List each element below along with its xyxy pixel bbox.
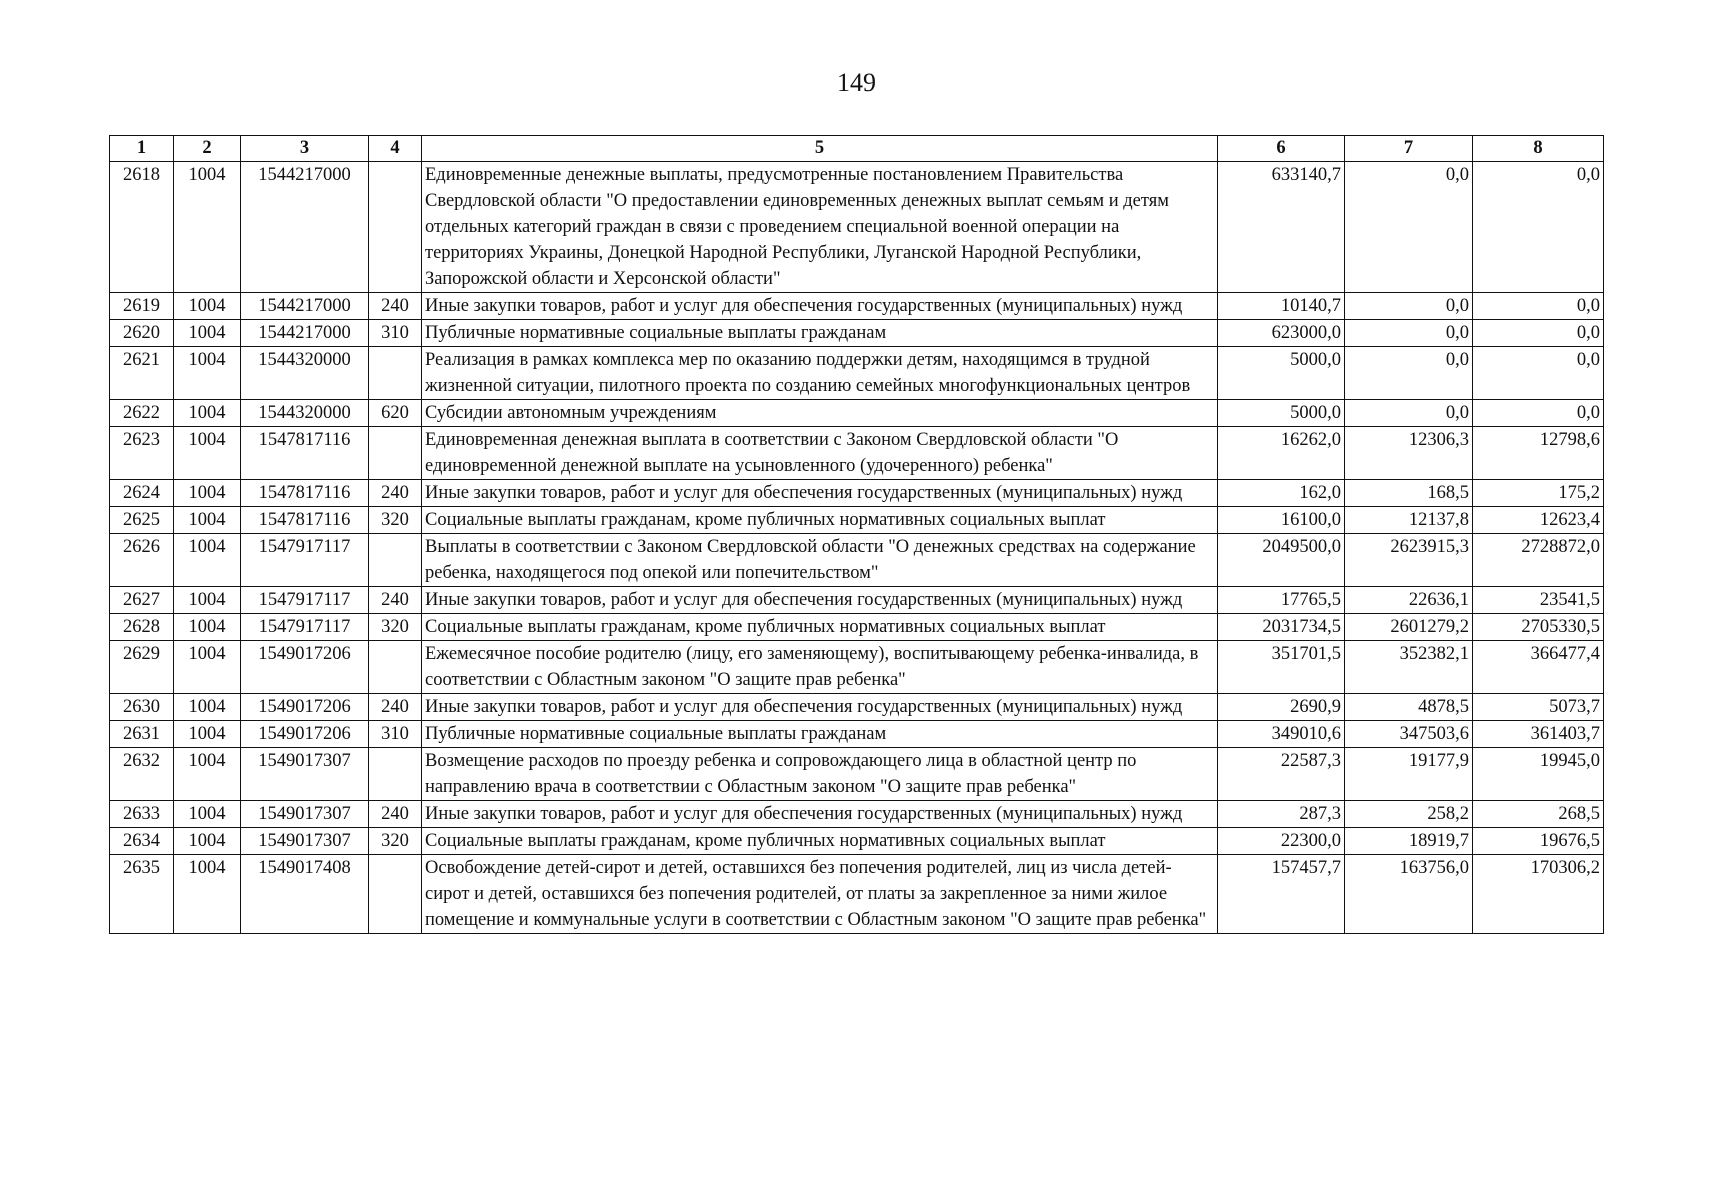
item-description: Социальные выплаты гражданам, кроме публичных нормативных социальных выплат	[422, 614, 1218, 641]
amount-column-6: 5000,0	[1218, 400, 1345, 427]
amount-column-6: 351701,5	[1218, 641, 1345, 694]
amount-column-6: 349010,6	[1218, 721, 1345, 748]
table-row	[110, 162, 1604, 293]
table-row	[110, 400, 1604, 427]
row-number: 2635	[110, 855, 174, 934]
amount-column-8: 0,0	[1473, 162, 1604, 293]
page-number: 149	[837, 68, 876, 97]
target-article-code: 1544217000	[241, 293, 369, 320]
amount-column-8: 5073,7	[1473, 694, 1604, 721]
table-row	[110, 320, 1604, 347]
item-description: Социальные выплаты гражданам, кроме публичных нормативных социальных выплат	[422, 828, 1218, 855]
table-row	[110, 347, 1604, 400]
table-row	[110, 293, 1604, 320]
item-description: Публичные нормативные социальные выплаты гражданам	[422, 320, 1218, 347]
column-header: 8	[1473, 136, 1604, 162]
row-number: 2627	[110, 587, 174, 614]
section-code: 1004	[174, 748, 241, 801]
section-code: 1004	[174, 721, 241, 748]
item-description: Освобождение детей-сирот и детей, оставшихся без попечения родителей, лиц из числа детей-сирот и детей, оставшихся без попечения родителей, от платы за закрепленное за ними жилое помещение и коммунальные услуги в соответствии с Областным законом "О защите прав ребенка"	[422, 855, 1218, 934]
expense-kind-code: 240	[369, 293, 422, 320]
amount-column-7: 4878,5	[1345, 694, 1473, 721]
item-description: Ежемесячное пособие родителю (лицу, его заменяющему), воспитывающему ребенка-инвалида, в соответствии с Областным законом "О защите прав ребенка"	[422, 641, 1218, 694]
table-row	[110, 694, 1604, 721]
amount-column-8: 0,0	[1473, 320, 1604, 347]
item-description: Иные закупки товаров, работ и услуг для обеспечения государственных (муниципальных) нужд	[422, 293, 1218, 320]
amount-column-7: 163756,0	[1345, 855, 1473, 934]
amount-column-7: 0,0	[1345, 162, 1473, 293]
amount-column-8: 2705330,5	[1473, 614, 1604, 641]
amount-column-8: 0,0	[1473, 347, 1604, 400]
header-row	[110, 136, 1604, 162]
amount-column-6: 16100,0	[1218, 507, 1345, 534]
amount-column-8: 361403,7	[1473, 721, 1604, 748]
item-description: Единовременные денежные выплаты, предусмотренные постановлением Правительства Свердловской области "О предоставлении единовременных денежных выплат семьям и детям отдельных категорий граждан в связи с проведением специальной военной операции на территориях Украины, Донецкой Народной Республики, Луганской Народной Республики, Запорожской области и Херсонской области"	[422, 162, 1218, 293]
section-code: 1004	[174, 320, 241, 347]
expense-kind-code: 620	[369, 400, 422, 427]
amount-column-8: 19676,5	[1473, 828, 1604, 855]
item-description: Публичные нормативные социальные выплаты гражданам	[422, 721, 1218, 748]
column-header: 3	[241, 136, 369, 162]
amount-column-7: 22636,1	[1345, 587, 1473, 614]
expense-kind-code: 310	[369, 721, 422, 748]
expense-kind-code	[369, 427, 422, 480]
row-number: 2628	[110, 614, 174, 641]
table-row	[110, 641, 1604, 694]
amount-column-8: 175,2	[1473, 480, 1604, 507]
amount-column-7: 12137,8	[1345, 507, 1473, 534]
amount-column-8: 268,5	[1473, 801, 1604, 828]
budget-table	[109, 135, 1604, 934]
amount-column-7: 258,2	[1345, 801, 1473, 828]
row-number: 2618	[110, 162, 174, 293]
item-description: Иные закупки товаров, работ и услуг для обеспечения государственных (муниципальных) нужд	[422, 801, 1218, 828]
table-row	[110, 855, 1604, 934]
row-number: 2620	[110, 320, 174, 347]
column-header: 1	[110, 136, 174, 162]
row-number: 2626	[110, 534, 174, 587]
amount-column-8: 366477,4	[1473, 641, 1604, 694]
amount-column-6: 17765,5	[1218, 587, 1345, 614]
expense-kind-code: 320	[369, 828, 422, 855]
column-header: 4	[369, 136, 422, 162]
amount-column-7: 168,5	[1345, 480, 1473, 507]
table-row	[110, 828, 1604, 855]
amount-column-6: 2049500,0	[1218, 534, 1345, 587]
target-article-code: 1549017206	[241, 721, 369, 748]
section-code: 1004	[174, 587, 241, 614]
amount-column-6: 22300,0	[1218, 828, 1345, 855]
expense-kind-code: 310	[369, 320, 422, 347]
amount-column-8: 2728872,0	[1473, 534, 1604, 587]
target-article-code: 1544217000	[241, 162, 369, 293]
section-code: 1004	[174, 534, 241, 587]
amount-column-7: 18919,7	[1345, 828, 1473, 855]
amount-column-8: 0,0	[1473, 400, 1604, 427]
row-number: 2632	[110, 748, 174, 801]
amount-column-7: 12306,3	[1345, 427, 1473, 480]
item-description: Выплаты в соответствии с Законом Свердловской области "О денежных средствах на содержание ребенка, находящегося под опекой или попечительством"	[422, 534, 1218, 587]
amount-column-8: 19945,0	[1473, 748, 1604, 801]
amount-column-8: 23541,5	[1473, 587, 1604, 614]
target-article-code: 1549017307	[241, 828, 369, 855]
target-article-code: 1547817116	[241, 480, 369, 507]
expense-kind-code	[369, 534, 422, 587]
table-row	[110, 534, 1604, 587]
column-header: 7	[1345, 136, 1473, 162]
table-row	[110, 748, 1604, 801]
expense-kind-code: 240	[369, 801, 422, 828]
section-code: 1004	[174, 507, 241, 534]
amount-column-6: 5000,0	[1218, 347, 1345, 400]
target-article-code: 1544320000	[241, 347, 369, 400]
section-code: 1004	[174, 855, 241, 934]
target-article-code: 1547917117	[241, 587, 369, 614]
amount-column-7: 2623915,3	[1345, 534, 1473, 587]
item-description: Реализация в рамках комплекса мер по оказанию поддержки детям, находящимся в трудной жизненной ситуации, пилотного проекта по созданию семейных многофункциональных центров	[422, 347, 1218, 400]
row-number: 2621	[110, 347, 174, 400]
table-row	[110, 480, 1604, 507]
table-row	[110, 721, 1604, 748]
target-article-code: 1547917117	[241, 534, 369, 587]
table-row	[110, 614, 1604, 641]
target-article-code: 1544217000	[241, 320, 369, 347]
amount-column-6: 157457,7	[1218, 855, 1345, 934]
amount-column-6: 633140,7	[1218, 162, 1345, 293]
section-code: 1004	[174, 828, 241, 855]
target-article-code: 1549017408	[241, 855, 369, 934]
section-code: 1004	[174, 641, 241, 694]
item-description: Иные закупки товаров, работ и услуг для обеспечения государственных (муниципальных) нужд	[422, 480, 1218, 507]
section-code: 1004	[174, 162, 241, 293]
expense-kind-code: 320	[369, 507, 422, 534]
section-code: 1004	[174, 801, 241, 828]
item-description: Социальные выплаты гражданам, кроме публичных нормативных социальных выплат	[422, 507, 1218, 534]
amount-column-6: 22587,3	[1218, 748, 1345, 801]
column-header: 5	[422, 136, 1218, 162]
amount-column-8: 170306,2	[1473, 855, 1604, 934]
amount-column-7: 352382,1	[1345, 641, 1473, 694]
target-article-code: 1549017206	[241, 641, 369, 694]
item-description: Возмещение расходов по проезду ребенка и сопровождающего лица в областной центр по направлению врача в соответствии с Областным законом "О защите прав ребенка"	[422, 748, 1218, 801]
row-number: 2625	[110, 507, 174, 534]
expense-kind-code	[369, 347, 422, 400]
expense-kind-code: 240	[369, 694, 422, 721]
table-body	[110, 162, 1604, 934]
amount-column-7: 0,0	[1345, 293, 1473, 320]
amount-column-6: 287,3	[1218, 801, 1345, 828]
section-code: 1004	[174, 293, 241, 320]
section-code: 1004	[174, 427, 241, 480]
column-header: 2	[174, 136, 241, 162]
item-description: Иные закупки товаров, работ и услуг для обеспечения государственных (муниципальных) нужд	[422, 587, 1218, 614]
target-article-code: 1547817116	[241, 507, 369, 534]
section-code: 1004	[174, 694, 241, 721]
amount-column-7: 347503,6	[1345, 721, 1473, 748]
section-code: 1004	[174, 347, 241, 400]
row-number: 2634	[110, 828, 174, 855]
section-code: 1004	[174, 614, 241, 641]
amount-column-8: 0,0	[1473, 293, 1604, 320]
expense-kind-code	[369, 162, 422, 293]
amount-column-6: 10140,7	[1218, 293, 1345, 320]
amount-column-6: 16262,0	[1218, 427, 1345, 480]
table-row	[110, 587, 1604, 614]
section-code: 1004	[174, 400, 241, 427]
amount-column-8: 12798,6	[1473, 427, 1604, 480]
row-number: 2624	[110, 480, 174, 507]
target-article-code: 1547817116	[241, 427, 369, 480]
expense-kind-code	[369, 748, 422, 801]
row-number: 2623	[110, 427, 174, 480]
row-number: 2622	[110, 400, 174, 427]
amount-column-6: 2031734,5	[1218, 614, 1345, 641]
item-description: Единовременная денежная выплата в соответствии с Законом Свердловской области "О единовременной денежной выплате на усыновленного (удочеренного) ребенка"	[422, 427, 1218, 480]
target-article-code: 1544320000	[241, 400, 369, 427]
row-number: 2629	[110, 641, 174, 694]
target-article-code: 1547917117	[241, 614, 369, 641]
row-number: 2633	[110, 801, 174, 828]
target-article-code: 1549017307	[241, 748, 369, 801]
target-article-code: 1549017307	[241, 801, 369, 828]
table-row	[110, 801, 1604, 828]
amount-column-6: 162,0	[1218, 480, 1345, 507]
expense-kind-code	[369, 641, 422, 694]
row-number: 2619	[110, 293, 174, 320]
target-article-code: 1549017206	[241, 694, 369, 721]
expense-kind-code	[369, 855, 422, 934]
row-number: 2631	[110, 721, 174, 748]
row-number: 2630	[110, 694, 174, 721]
amount-column-7: 2601279,2	[1345, 614, 1473, 641]
amount-column-7: 0,0	[1345, 400, 1473, 427]
amount-column-7: 0,0	[1345, 347, 1473, 400]
section-code: 1004	[174, 480, 241, 507]
table-row	[110, 507, 1604, 534]
column-header: 6	[1218, 136, 1345, 162]
expense-kind-code: 320	[369, 614, 422, 641]
amount-column-7: 0,0	[1345, 320, 1473, 347]
expense-kind-code: 240	[369, 480, 422, 507]
amount-column-8: 12623,4	[1473, 507, 1604, 534]
amount-column-6: 623000,0	[1218, 320, 1345, 347]
item-description: Субсидии автономным учреждениям	[422, 400, 1218, 427]
table-row	[110, 427, 1604, 480]
amount-column-6: 2690,9	[1218, 694, 1345, 721]
expense-kind-code: 240	[369, 587, 422, 614]
item-description: Иные закупки товаров, работ и услуг для обеспечения государственных (муниципальных) нужд	[422, 694, 1218, 721]
amount-column-7: 19177,9	[1345, 748, 1473, 801]
